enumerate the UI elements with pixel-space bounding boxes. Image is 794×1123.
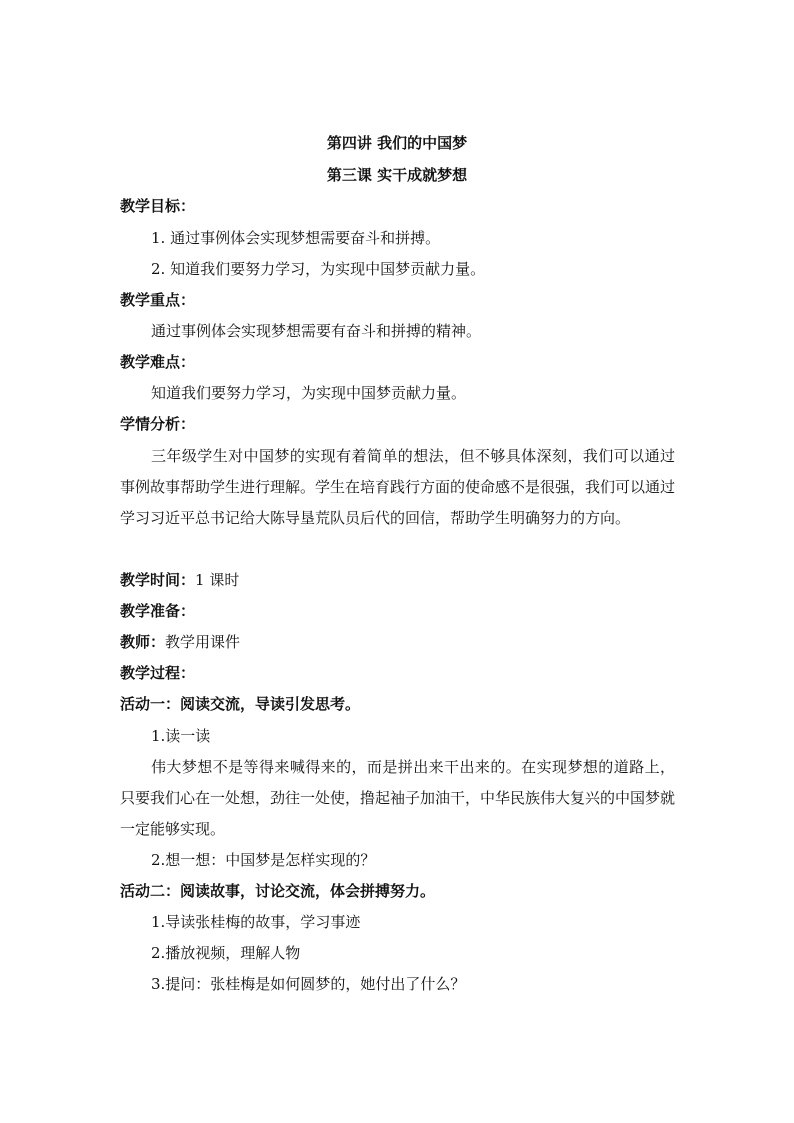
activity1-step-read: 1.读一读: [151, 727, 211, 745]
lesson-subtitle: 第三课 实干成就梦想: [326, 166, 468, 184]
activity2-step: 3.提问：张桂梅是如何圆梦的，她付出了什么？: [151, 975, 466, 993]
activity1-heading: 活动一：阅读交流，导读引发思考。: [120, 695, 361, 713]
process-heading: 教学过程：: [120, 664, 196, 682]
preparation-heading: 教学准备：: [120, 602, 196, 620]
teacher-line: [120, 632, 680, 652]
objective-item: 2. 知道我们要努力学习，为实现中国梦贡献力量。: [151, 260, 486, 278]
difficulties-heading: 教学难点：: [120, 353, 196, 371]
key-points-text: 通过事例体会实现梦想需要有奋斗和拼搏的精神。: [151, 322, 482, 340]
activity2-step: 2.播放视频，理解人物: [151, 944, 301, 962]
analysis-paragraph: 三年级学生对中国梦的实现有着简单的想法，但不够具体深刻，我们可以通过事例故事帮助学生进行理解。学生在培育践行方面的使命感不是很强，我们可以通过学习习近平总书记给大陈导垦荒队员后代的回信，帮助学生明确努力的方向。: [120, 447, 676, 527]
difficulties-text: 知道我们要努力学习，为实现中国梦贡献力量。: [151, 384, 467, 402]
activity2-heading: 活动二：阅读故事，讨论交流，体会拼搏努力。: [120, 882, 436, 900]
teacher-label: 教师：: [120, 633, 166, 651]
activity2-step: 1.导读张桂梅的故事，学习事迹: [151, 913, 361, 931]
activity1-step-think: 2.想一想：中国梦是怎样实现的？: [151, 851, 376, 869]
key-points-heading: 教学重点：: [120, 291, 196, 309]
activity1-passage: 伟大梦想不是等得来喊得来的，而是拼出来干出来的。在实现梦想的道路上，只要我们心在一处想，劲往一处使，撸起袖子加油干，中华民族伟大复兴的中国梦就一定能够实现。: [120, 758, 676, 838]
teacher-value: 教学用课件: [165, 633, 241, 651]
objectives-heading: 教学目标：: [120, 197, 196, 215]
analysis-heading: 学情分析：: [120, 415, 196, 433]
teaching-time-label: 教学时间：: [120, 571, 196, 589]
lesson-title: 第四讲 我们的中国梦: [326, 134, 468, 152]
objective-item: 1. 通过事例体会实现梦想需要奋斗和拼搏。: [151, 229, 441, 247]
teaching-time: [120, 570, 680, 590]
teaching-time-value: 1 课时: [195, 571, 240, 589]
